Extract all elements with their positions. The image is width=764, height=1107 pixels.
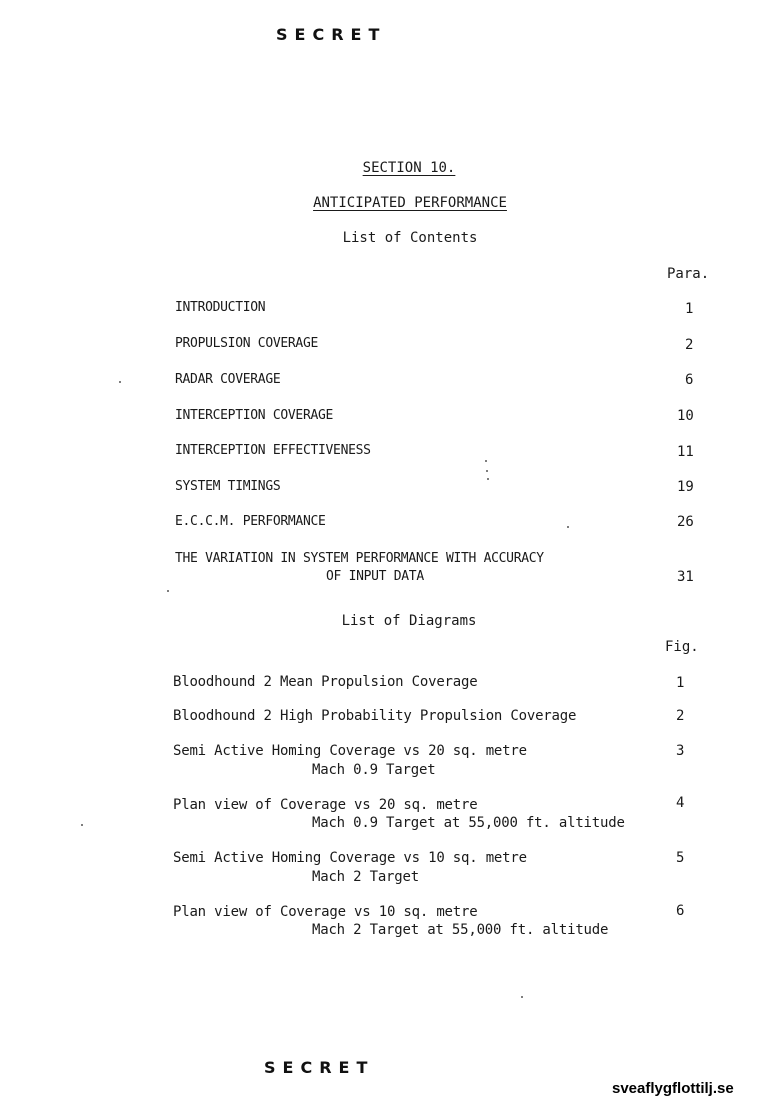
diagram-item-fig: 3 bbox=[676, 743, 685, 759]
diagram-item-title: Plan view of Coverage vs 20 sq. metre bbox=[173, 797, 478, 813]
diagram-item-title: Plan view of Coverage vs 10 sq. metre bbox=[173, 904, 478, 920]
scan-speck bbox=[485, 460, 487, 462]
classification-bottom: SECRET bbox=[264, 1058, 375, 1077]
diagram-item-title-continued: Mach 2 Target bbox=[312, 869, 419, 885]
diagram-item-fig: 5 bbox=[676, 850, 685, 866]
scan-speck bbox=[119, 381, 121, 383]
scan-speck bbox=[167, 590, 169, 592]
para-column-label: Para. bbox=[667, 266, 710, 282]
section-title: SECTION 10. bbox=[362, 160, 456, 176]
classification-top: SECRET bbox=[276, 25, 387, 44]
contents-item-para: 26 bbox=[677, 514, 694, 530]
diagram-item-fig: 2 bbox=[676, 708, 685, 724]
contents-item-para: 11 bbox=[677, 444, 694, 460]
contents-item-para: 1 bbox=[685, 301, 694, 317]
section-subtitle: ANTICIPATED PERFORMANCE bbox=[313, 195, 507, 211]
diagram-item-title: Semi Active Homing Coverage vs 10 sq. metre bbox=[173, 850, 527, 866]
scan-speck bbox=[486, 470, 488, 472]
contents-item-title: THE VARIATION IN SYSTEM PERFORMANCE WITH ACCURACY bbox=[175, 551, 544, 566]
fig-column-label: Fig. bbox=[665, 639, 699, 655]
contents-item-title: INTERCEPTION COVERAGE bbox=[175, 408, 334, 423]
diagram-item-fig: 1 bbox=[676, 675, 685, 691]
contents-item-para: 19 bbox=[677, 479, 694, 495]
diagram-item-title-continued: Mach 0.9 Target at 55,000 ft. altitude bbox=[312, 815, 625, 831]
diagram-item-title-continued: Mach 2 Target at 55,000 ft. altitude bbox=[312, 922, 609, 938]
contents-item-title-continued: OF INPUT DATA bbox=[326, 569, 424, 584]
contents-item-para: 10 bbox=[677, 408, 694, 424]
site-watermark: sveaflygflottilj.se bbox=[612, 1080, 734, 1097]
contents-item-para: 2 bbox=[685, 337, 694, 353]
diagram-item-fig: 6 bbox=[676, 903, 685, 919]
contents-item-title: RADAR COVERAGE bbox=[175, 372, 281, 387]
contents-item-para: 31 bbox=[677, 569, 694, 585]
scan-speck bbox=[521, 996, 523, 998]
contents-item-title: SYSTEM TIMINGS bbox=[175, 479, 281, 494]
diagram-item-title-continued: Mach 0.9 Target bbox=[312, 762, 436, 778]
diagrams-heading: List of Diagrams bbox=[341, 613, 477, 629]
diagram-item-title: Bloodhound 2 Mean Propulsion Coverage bbox=[173, 674, 478, 690]
scan-speck bbox=[81, 824, 83, 826]
diagram-item-fig: 4 bbox=[676, 795, 685, 811]
contents-heading: List of Contents bbox=[342, 230, 478, 246]
contents-item-para: 6 bbox=[685, 372, 694, 388]
contents-item-title: INTRODUCTION bbox=[175, 300, 266, 315]
scan-speck bbox=[487, 478, 489, 480]
contents-item-title: E.C.C.M. PERFORMANCE bbox=[175, 514, 326, 529]
diagram-item-title: Semi Active Homing Coverage vs 20 sq. metre bbox=[173, 743, 527, 759]
contents-item-title: INTERCEPTION EFFECTIVENESS bbox=[175, 443, 371, 458]
contents-item-title: PROPULSION COVERAGE bbox=[175, 336, 319, 351]
scan-speck bbox=[567, 526, 569, 528]
diagram-item-title: Bloodhound 2 High Probability Propulsion Coverage bbox=[173, 708, 577, 724]
